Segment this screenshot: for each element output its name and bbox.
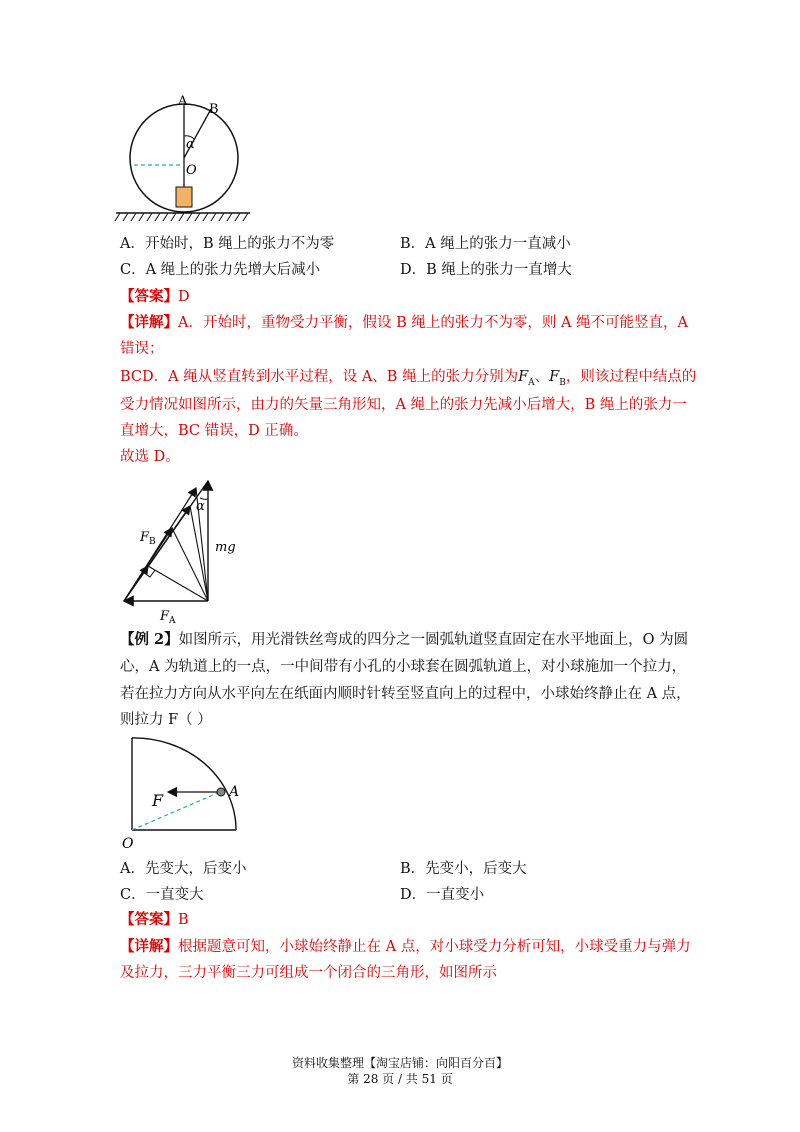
label-fa-letter: F	[160, 609, 170, 624]
label-fa	[159, 609, 176, 626]
option-c: C．A 绳上的张力先增大后减小	[120, 262, 321, 278]
detail-line-1	[120, 313, 688, 333]
label-alpha-2: α	[196, 499, 205, 514]
answer-line	[120, 287, 190, 307]
option-a: A．开始时，B 绳上的张力不为零	[120, 236, 335, 252]
label-a: A	[178, 94, 188, 109]
example2-detail-tag: 【详解】	[120, 938, 178, 955]
detail-text-1: A．开始时，重物受力平衡，假设 B 绳上的张力不为零，则 A 绳不可能竖直，A	[178, 315, 689, 331]
label-mg: mg	[215, 540, 236, 555]
label-o-origin: O	[122, 836, 134, 852]
label-f: F	[152, 791, 164, 810]
label-fb-sub: B	[149, 537, 156, 547]
symbol-separator: 、	[534, 369, 550, 385]
conclusion-line: 故选 D。	[120, 449, 180, 465]
option-b: B．A 绳上的张力一直减小	[400, 236, 571, 252]
footer-source: 资料收集整理【淘宝店铺：向阳百分百】	[291, 1056, 508, 1070]
label-fb-letter: F	[140, 530, 150, 545]
figure-force-triangle	[110, 468, 260, 628]
detail-line-3	[120, 367, 696, 393]
example2-line-3: 若在拉力方向从水平向左在纸面内顺时针转至竖直向上的过程中，小球始终静止在 A 点，	[120, 686, 691, 702]
example2-detail-line-1	[120, 937, 691, 957]
example2-option-b: B．先变小，后变大	[400, 861, 527, 877]
symbol-fb-sub: B	[559, 377, 566, 388]
example2-tag: 【例 2】	[120, 631, 179, 648]
symbol-fa-sub: A	[528, 377, 535, 388]
example2-text-1: 如图所示，用光滑铁丝弯成的四分之一圆弧轨道竖直固定在水平地面上，O 为圆	[178, 632, 689, 648]
example2-detail-text-1: 根据题意可知，小球始终静止在 A 点，对小球受力分析可知，小球受重力与弹力	[178, 939, 691, 955]
figure-rope-circle	[110, 92, 270, 227]
label-a-point: A	[229, 784, 240, 800]
detail-line-4: 受力情况如图所示，由力的矢量三角形知，A 绳上的张力先减小后增大，B 绳上的张力一	[120, 397, 687, 413]
label-b: B	[209, 102, 219, 117]
example2-line-2: 心，A 为轨道上的一点，一中间带有小孔的小球套在圆弧轨道上，对小球施加一个拉力，	[120, 659, 687, 675]
example2-option-a: A．先变大，后变小	[120, 861, 247, 877]
example2-line-4: 则拉力 F（ ）	[120, 712, 212, 728]
label-fb	[139, 530, 156, 547]
example2-option-c: C．一直变大	[120, 887, 204, 903]
example2-answer-tag: 【答案】	[120, 911, 178, 928]
label-alpha: α	[186, 137, 195, 152]
answer-tag: 【答案】	[120, 288, 178, 305]
detail-line-5: 直增大，BC 错误，D 正确。	[120, 423, 308, 439]
example2-detail-line-2: 及拉力，三力平衡三力可组成一个闭合的三角形，如图所示	[120, 965, 497, 981]
detail-line-2: 错误；	[120, 341, 164, 357]
detail-tag: 【详解】	[120, 314, 178, 331]
figure-quarter-arc	[118, 734, 258, 856]
option-d: D．B 绳上的张力一直增大	[400, 262, 572, 278]
example2-option-d: D．一直变小	[400, 887, 485, 903]
detail-text-3a: BCD．A 绳从竖直转到水平过程，设 A、B 绳上的张力分别为	[120, 369, 519, 385]
example2-answer-line	[120, 910, 189, 930]
symbol-fa	[518, 369, 535, 388]
symbol-fb	[549, 369, 566, 388]
label-o: O	[186, 163, 197, 178]
label-fa-sub: A	[169, 616, 176, 626]
symbol-fb-letter: F	[549, 369, 560, 385]
example2-line-1	[120, 630, 688, 650]
symbol-fa-letter: F	[518, 369, 529, 385]
answer-value: D	[178, 289, 190, 305]
footer-page-number: 第 28 页 / 共 51 页	[347, 1072, 453, 1086]
example2-answer-value: B	[178, 912, 189, 928]
detail-text-3b: ，则该过程中结点的	[565, 369, 697, 385]
